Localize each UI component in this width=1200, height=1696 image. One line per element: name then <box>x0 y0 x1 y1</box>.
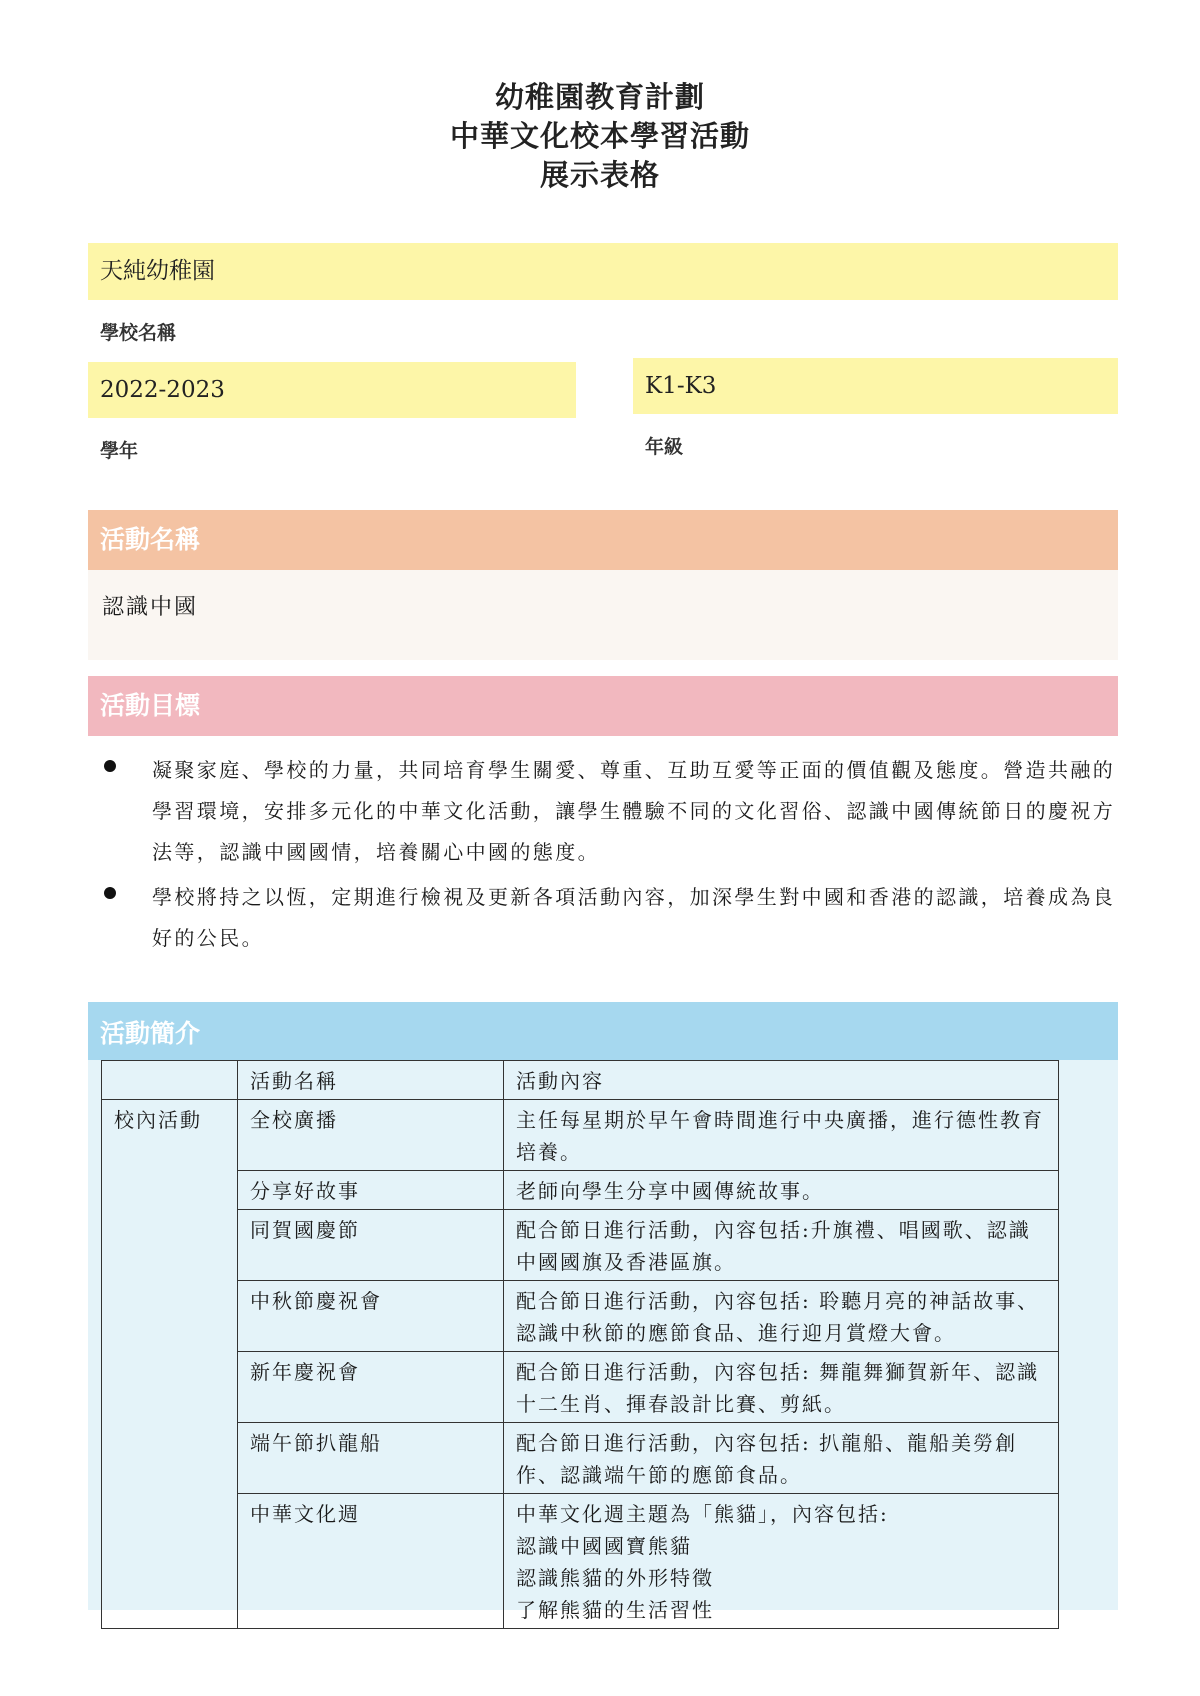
table-header-row <box>102 1061 1059 1100</box>
bullet-icon <box>104 760 116 772</box>
content-line: 配合節日進行活動，內容包括: 聆聽月亮的神話故事、認識中秋節的應節食品、進行迎月賞燈大會。 <box>516 1289 1040 1345</box>
title-line-1: 幼稚園教育計劃 <box>494 80 705 114</box>
content-line: 配合節日進行活動，內容包括: 舞龍舞獅賀新年、認識十二生肖、揮春設計比賽、剪紙。 <box>516 1360 1040 1416</box>
content-line: 中華文化週主題為「熊貓」，內容包括: <box>516 1502 889 1526</box>
activity-content-cell <box>504 1281 1059 1352</box>
table-header-cell: 活動名稱 <box>238 1061 504 1100</box>
activity-table <box>101 1060 1059 1629</box>
title-line-2: 中華文化校本學習活動 <box>449 119 750 153</box>
list-item <box>100 877 1120 959</box>
content-line: 配合節日進行活動，內容包括:升旗禮、唱國歌、認識中國國旗及香港區旗。 <box>516 1218 1031 1274</box>
objective-text: 學校將持之以恆，定期進行檢視及更新各項活動內容，加深學生對中國和香港的認識，培養成為良好的公民。 <box>152 885 1116 950</box>
activity-name-cell: 新年慶祝會 <box>238 1352 504 1423</box>
content-line: 了解熊貓的生活習性 <box>516 1598 714 1622</box>
activity-category-cell: 校內活動 <box>102 1100 238 1629</box>
table-row <box>102 1100 1059 1171</box>
table-header-cell: 活動內容 <box>504 1061 1059 1100</box>
document-title <box>0 78 1200 195</box>
activity-overview-heading: 活動簡介 <box>88 1002 1118 1060</box>
objectives-list <box>100 750 1120 963</box>
bullet-icon <box>104 887 116 899</box>
activity-name-heading: 活動名稱 <box>88 510 1118 570</box>
school-name-label: 學校名稱 <box>100 322 177 344</box>
school-name-value: 天純幼稚園 <box>100 258 215 284</box>
content-line: 認識熊貓的外形特徵 <box>516 1566 714 1590</box>
title-line-3: 展示表格 <box>539 158 660 192</box>
activity-content-cell <box>504 1423 1059 1494</box>
activity-content-cell <box>504 1210 1059 1281</box>
activity-objectives-heading: 活動目標 <box>88 676 1118 736</box>
school-name-field <box>88 243 1118 300</box>
activity-content-cell <box>504 1352 1059 1423</box>
table-row <box>102 1210 1059 1281</box>
school-year-field <box>88 362 576 418</box>
activity-content-cell <box>504 1494 1059 1629</box>
table-row <box>102 1423 1059 1494</box>
content-line: 認識中國國寶熊貓 <box>516 1534 692 1558</box>
table-row <box>102 1352 1059 1423</box>
list-item <box>100 750 1120 873</box>
grade-value: K1-K3 <box>645 373 717 399</box>
activity-name-cell: 同賀國慶節 <box>238 1210 504 1281</box>
activity-name-cell: 中華文化週 <box>238 1494 504 1629</box>
content-line: 老師向學生分享中國傳統故事。 <box>516 1179 824 1203</box>
content-line: 主任每星期於早午會時間進行中央廣播，進行德性教育培養。 <box>516 1108 1044 1164</box>
table-row <box>102 1281 1059 1352</box>
grade-field <box>633 358 1118 414</box>
table-header-cell <box>102 1061 238 1100</box>
school-year-label: 學年 <box>100 440 139 462</box>
activity-content-cell <box>504 1100 1059 1171</box>
activity-name-value: 認識中國 <box>102 595 199 620</box>
table-row <box>102 1171 1059 1210</box>
activity-name-cell: 端午節扒龍船 <box>238 1423 504 1494</box>
objective-text: 凝聚家庭、學校的力量，共同培育學生關愛、尊重、互助互愛等正面的價值觀及態度。營造共融的學習環境，安排多元化的中華文化活動，讓學生體驗不同的文化習俗、認識中國傳統節日的慶祝方法等，認識中國國情，培養關心中國的態度。 <box>152 758 1116 864</box>
activity-name-cell: 分享好故事 <box>238 1171 504 1210</box>
activity-content-cell <box>504 1171 1059 1210</box>
activity-name-cell: 全校廣播 <box>238 1100 504 1171</box>
school-year-value: 2022-2023 <box>100 377 225 403</box>
grade-label: 年級 <box>645 436 684 458</box>
content-line: 配合節日進行活動，內容包括: 扒龍船、龍船美勞創作、認識端午節的應節食品。 <box>516 1431 1018 1487</box>
table-row <box>102 1494 1059 1629</box>
activity-name-cell: 中秋節慶祝會 <box>238 1281 504 1352</box>
activity-name-area <box>88 570 1118 660</box>
